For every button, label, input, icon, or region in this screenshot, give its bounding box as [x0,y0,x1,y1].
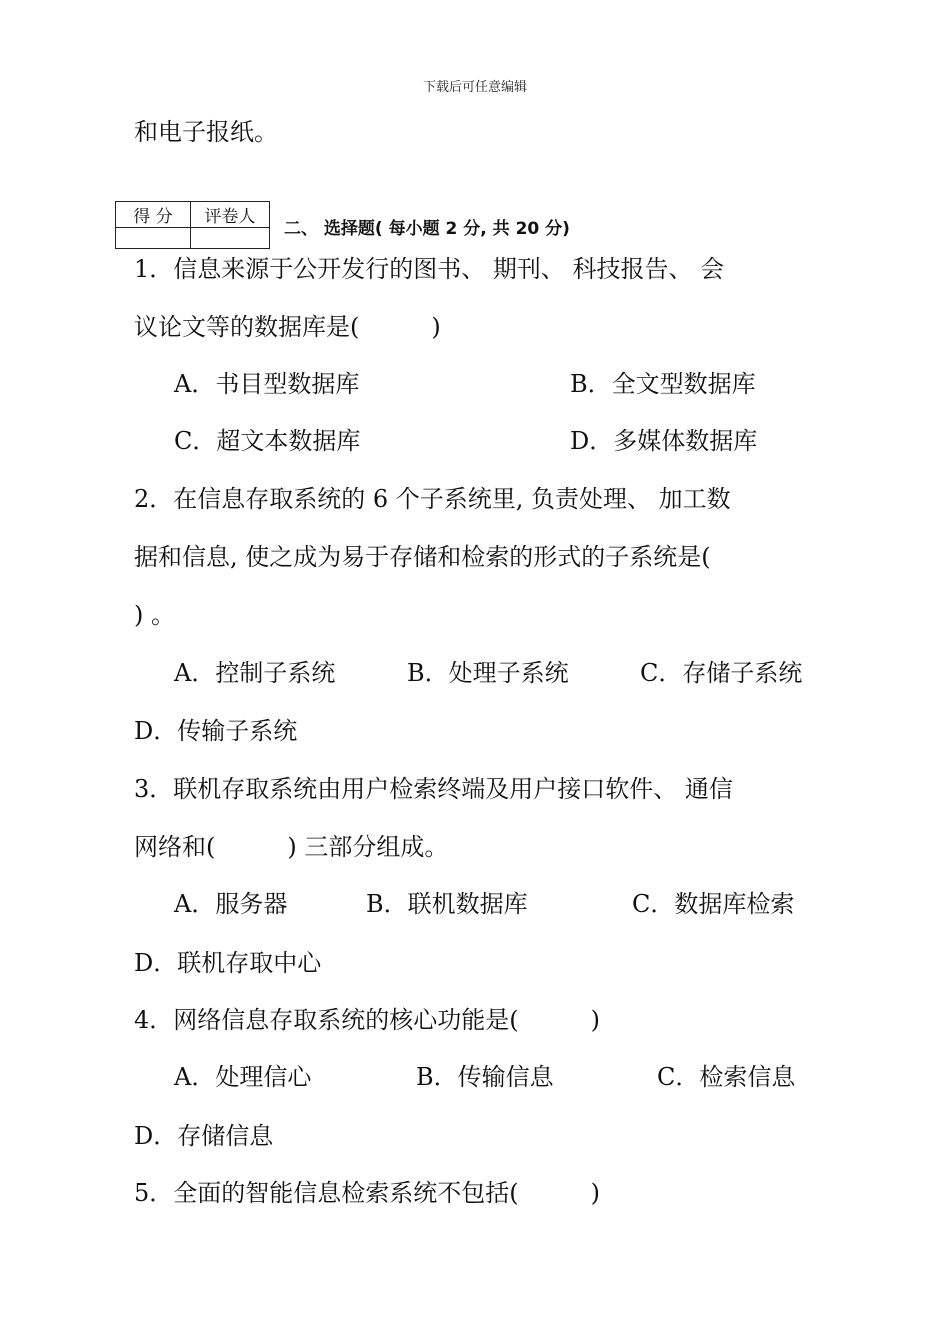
q1-option-a: A．书目型数据库 [174,370,360,398]
q3-option-c: C．数据库检索 [632,890,795,918]
q1-line-2: 议论文等的数据库是( ) [134,313,441,341]
q4-option-d: D．存储信息 [134,1122,274,1150]
q1-line-1: 1．信息来源于公开发行的图书、 期刊、 科技报告、 会 [134,255,725,283]
score-cell [116,228,191,249]
q3-option-a: A．服务器 [174,890,288,918]
q2-line-2: 据和信息, 使之成为易于存储和检索的形式的子系统是( [134,543,711,571]
q4-line-1: 4．网络信息存取系统的核心功能是( ) [134,1006,600,1034]
q3-option-b: B．联机数据库 [366,890,528,918]
q4-option-b: B．传输信息 [416,1063,554,1091]
grader-cell [191,228,270,249]
q2-line-3: ) 。 [134,601,175,629]
intro-tail-text: 和电子报纸。 [134,118,278,146]
q2-option-c: C．存储子系统 [640,659,803,687]
q3-line-2: 网络和( ) 三部分组成。 [134,833,449,861]
q2-option-b: B．处理子系统 [407,659,569,687]
q1-option-b: B．全文型数据库 [570,370,756,398]
q3-option-d: D．联机存取中心 [134,949,322,977]
section-title: 二、 选择题( 每小题 2 分, 共 20 分) [284,219,570,239]
q1-option-c: C．超文本数据库 [174,427,361,455]
q4-option-a: A．处理信心 [174,1063,312,1091]
q2-line-1: 2．在信息存取系统的 6 个子系统里, 负责处理、 加工数 [134,485,731,513]
q4-option-c: C．检索信息 [657,1063,796,1091]
q3-line-1: 3．联机存取系统由用户检索终端及用户接口软件、 通信 [134,775,733,803]
q5-line-1: 5．全面的智能信息检索系统不包括( ) [134,1179,600,1207]
q2-option-a: A．控制子系统 [174,659,336,687]
q1-option-d: D．多媒体数据库 [570,427,758,455]
score-box [115,201,270,249]
score-label: 得 分 [116,202,191,228]
grader-label: 评卷人 [191,202,270,228]
q2-option-d: D．传输子系统 [134,717,298,745]
page-header: 下载后可任意编辑 [422,80,527,95]
